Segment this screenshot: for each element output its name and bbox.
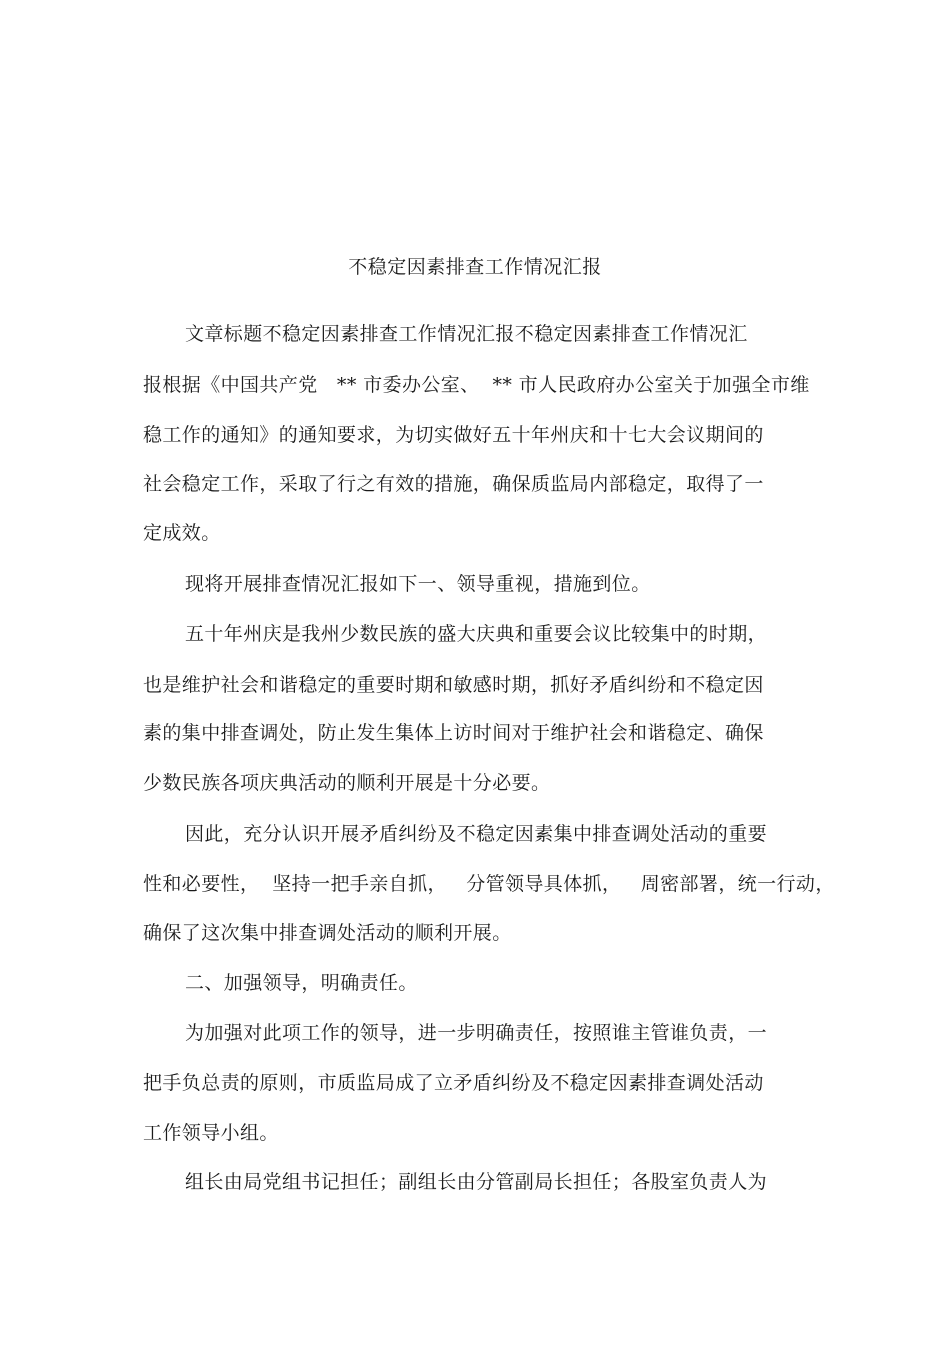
paragraph-line: 报根据《中国共产党 ** 市委办公室、 ** 市人民政府办公室关于加强全市维 [143,374,810,396]
paragraph-line: 少数民族各项庆典活动的顺利开展是十分必要。 [143,772,551,794]
paragraph-line: 确保了这次集中排查调处活动的顺利开展。 [143,922,512,944]
paragraph-line: 社会稳定工作，采取了行之有效的措施，确保质监局内部稳定，取得了一 [143,473,764,495]
paragraph-line: 组长由局党组书记担任；副组长由分管副局长担任；各股室负责人为 [185,1171,768,1193]
section-heading: 二、加强领导，明确责任。 [185,972,418,994]
paragraph-line: 也是维护社会和谐稳定的重要时期和敏感时期，抓好矛盾纠纷和不稳定因 [143,674,764,696]
paragraph-line: 为加强对此项工作的领导，进一步明确责任，按照谁主管谁负责，一 [185,1022,768,1044]
paragraph-line: 把手负总责的原则，市质监局成了立矛盾纠纷及不稳定因素排查调处活动 [143,1072,764,1094]
paragraph-line: 稳工作的通知》的通知要求，为切实做好五十年州庆和十七大会议期间的 [143,424,764,446]
paragraph-line: 性和必要性， 坚持一把手亲自抓， 分管领导具体抓， 周密部署，统一行动， [143,873,835,895]
paragraph-line: 因此，充分认识开展矛盾纠纷及不稳定因素集中排查调处活动的重要 [185,823,768,845]
paragraph-line: 素的集中排查调处，防止发生集体上访时间对于维护社会和谐稳定、确保 [143,722,764,744]
paragraph-line: 工作领导小组。 [143,1122,279,1144]
paragraph-line: 现将开展排查情况汇报如下一、领导重视，措施到位。 [185,573,651,595]
document-title: 不稳定因素排查工作情况汇报 [348,256,602,278]
paragraph-line: 文章标题不稳定因素排查工作情况汇报不稳定因素排查工作情况汇 [185,323,748,345]
paragraph-line: 五十年州庆是我州少数民族的盛大庆典和重要会议比较集中的时期， [185,623,768,645]
paragraph-line: 定成效。 [143,522,221,544]
